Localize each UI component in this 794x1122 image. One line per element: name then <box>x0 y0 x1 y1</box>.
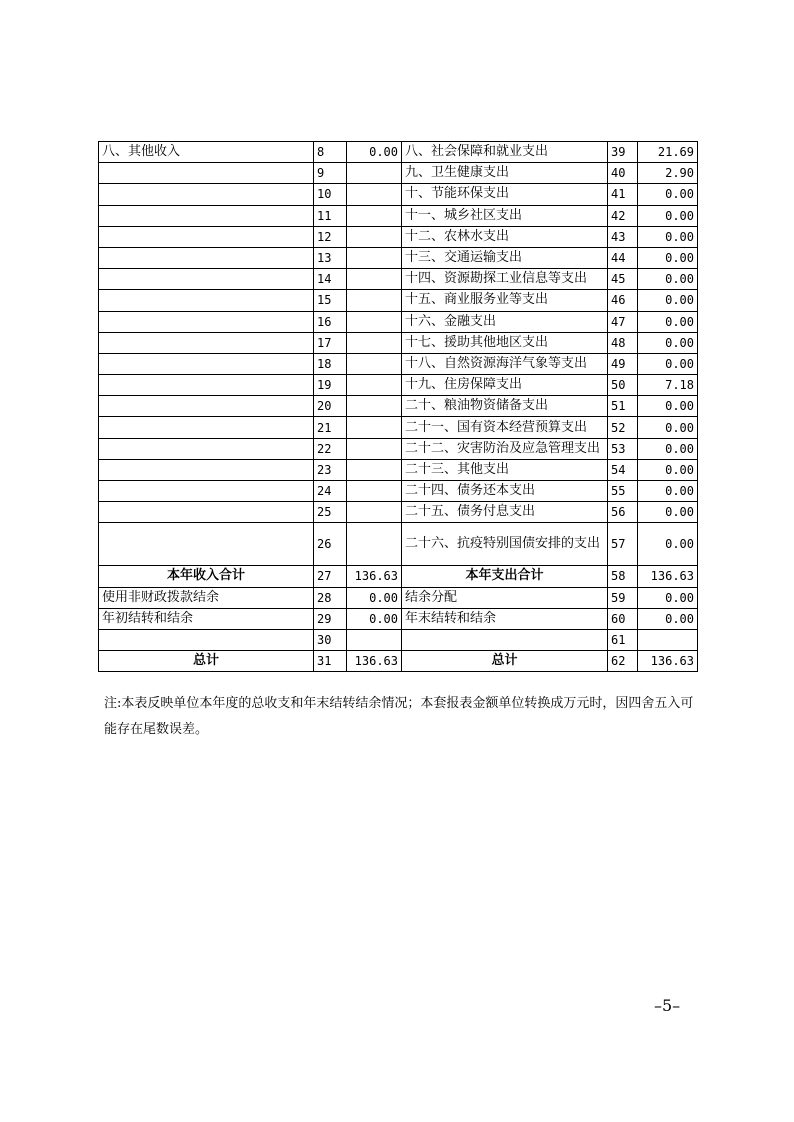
table-row <box>99 184 698 205</box>
expense-line-no-cell: 48 <box>608 332 638 353</box>
income-item-cell <box>99 205 314 226</box>
income-line-no-cell: 8 <box>314 142 347 163</box>
income-item-cell <box>99 163 314 184</box>
expense-amount-cell: 0.00 <box>638 332 698 353</box>
income-amount-cell: 0.00 <box>347 587 402 608</box>
expense-amount-cell: 136.63 <box>638 566 698 587</box>
expense-line-no-cell: 53 <box>608 438 638 459</box>
expense-item-cell: 十二、农林水支出 <box>402 226 608 247</box>
expense-line-no-cell: 58 <box>608 566 638 587</box>
expense-item-cell: 九、卫生健康支出 <box>402 163 608 184</box>
expense-item-cell: 二十一、国有资本经营预算支出 <box>402 417 608 438</box>
income-line-no-cell: 18 <box>314 353 347 374</box>
table-row <box>99 269 698 290</box>
income-line-no-cell: 19 <box>314 375 347 396</box>
expense-item-cell: 年末结转和结余 <box>402 608 608 629</box>
expense-item-cell: 十六、金融支出 <box>402 311 608 332</box>
income-amount-cell <box>347 417 402 438</box>
income-item-cell <box>99 481 314 502</box>
expense-item-cell: 二十四、债务还本支出 <box>402 481 608 502</box>
page-number: –5– <box>654 996 681 1015</box>
table-row <box>99 247 698 268</box>
income-item-cell <box>99 184 314 205</box>
income-amount-cell <box>347 459 402 480</box>
expense-line-no-cell: 51 <box>608 396 638 417</box>
expense-item-cell: 二十二、灾害防治及应急管理支出 <box>402 438 608 459</box>
income-line-no-cell: 9 <box>314 163 347 184</box>
income-item-cell <box>99 311 314 332</box>
income-amount-cell: 0.00 <box>347 608 402 629</box>
income-amount-cell <box>347 502 402 523</box>
expense-amount-cell: 0.00 <box>638 269 698 290</box>
expense-line-no-cell: 61 <box>608 629 638 650</box>
income-item-cell <box>99 629 314 650</box>
income-line-no-cell: 15 <box>314 290 347 311</box>
expense-item-cell: 十五、商业服务业等支出 <box>402 290 608 311</box>
expense-line-no-cell: 41 <box>608 184 638 205</box>
expense-amount-cell: 136.63 <box>638 651 698 672</box>
expense-amount-cell: 0.00 <box>638 311 698 332</box>
income-line-no-cell: 27 <box>314 566 347 587</box>
expense-amount-cell: 0.00 <box>638 184 698 205</box>
income-amount-cell: 136.63 <box>347 566 402 587</box>
income-item-cell <box>99 523 314 566</box>
expense-item-cell: 十七、援助其他地区支出 <box>402 332 608 353</box>
expense-amount-cell: 0.00 <box>638 205 698 226</box>
table-row <box>99 608 698 629</box>
table-row <box>99 332 698 353</box>
expense-item-cell: 十四、资源勘探工业信息等支出 <box>402 269 608 290</box>
expense-line-no-cell: 60 <box>608 608 638 629</box>
income-amount-cell <box>347 311 402 332</box>
income-amount-cell <box>347 332 402 353</box>
expense-amount-cell: 0.00 <box>638 353 698 374</box>
expense-line-no-cell: 43 <box>608 226 638 247</box>
income-amount-cell <box>347 226 402 247</box>
income-item-cell <box>99 269 314 290</box>
table-row <box>99 226 698 247</box>
table-row <box>99 566 698 587</box>
table-footnote: 注:本表反映单位本年度的总收支和年末结转结余情况；本套报表金额单位转换成万元时，因四舍五入可能存在尾数误差。 <box>104 696 694 737</box>
income-line-no-cell: 20 <box>314 396 347 417</box>
expense-item-cell: 十八、自然资源海洋气象等支出 <box>402 353 608 374</box>
income-item-cell <box>99 226 314 247</box>
expense-amount-cell: 21.69 <box>638 142 698 163</box>
table-body <box>99 142 698 672</box>
table-row <box>99 311 698 332</box>
table-row <box>99 587 698 608</box>
expense-amount-cell: 0.00 <box>638 523 698 566</box>
income-amount-cell <box>347 396 402 417</box>
income-amount-cell <box>347 163 402 184</box>
income-item-cell <box>99 247 314 268</box>
income-item-cell <box>99 332 314 353</box>
expense-line-no-cell: 56 <box>608 502 638 523</box>
expense-amount-cell: 0.00 <box>638 481 698 502</box>
income-line-no-cell: 21 <box>314 417 347 438</box>
income-line-no-cell: 14 <box>314 269 347 290</box>
income-item-cell <box>99 353 314 374</box>
expense-amount-cell: 0.00 <box>638 438 698 459</box>
expense-amount-cell: 0.00 <box>638 396 698 417</box>
table-row <box>99 629 698 650</box>
table-row <box>99 438 698 459</box>
table-row <box>99 651 698 672</box>
expense-item-cell: 结余分配 <box>402 587 608 608</box>
expense-item-cell: 总计 <box>402 651 608 672</box>
expense-item-cell: 本年支出合计 <box>402 566 608 587</box>
table-row <box>99 481 698 502</box>
expense-line-no-cell: 57 <box>608 523 638 566</box>
expense-line-no-cell: 52 <box>608 417 638 438</box>
table-row <box>99 523 698 566</box>
income-amount-cell <box>347 629 402 650</box>
income-item-cell <box>99 502 314 523</box>
income-amount-cell <box>347 184 402 205</box>
expense-line-no-cell: 45 <box>608 269 638 290</box>
expense-item-cell: 二十五、债务付息支出 <box>402 502 608 523</box>
expense-line-no-cell: 55 <box>608 481 638 502</box>
income-line-no-cell: 29 <box>314 608 347 629</box>
income-item-cell: 本年收入合计 <box>99 566 314 587</box>
expense-line-no-cell: 59 <box>608 587 638 608</box>
expense-line-no-cell: 49 <box>608 353 638 374</box>
income-item-cell <box>99 396 314 417</box>
income-item-cell: 总计 <box>99 651 314 672</box>
expense-line-no-cell: 47 <box>608 311 638 332</box>
expense-line-no-cell: 62 <box>608 651 638 672</box>
expense-item-cell: 二十三、其他支出 <box>402 459 608 480</box>
table-row <box>99 396 698 417</box>
expense-amount-cell: 2.90 <box>638 163 698 184</box>
income-expense-table <box>98 141 698 672</box>
income-line-no-cell: 30 <box>314 629 347 650</box>
income-amount-cell <box>347 438 402 459</box>
table-row <box>99 417 698 438</box>
expense-line-no-cell: 46 <box>608 290 638 311</box>
income-line-no-cell: 26 <box>314 523 347 566</box>
income-line-no-cell: 31 <box>314 651 347 672</box>
expense-item-cell: 十九、住房保障支出 <box>402 375 608 396</box>
income-amount-cell: 136.63 <box>347 651 402 672</box>
expense-line-no-cell: 44 <box>608 247 638 268</box>
expense-line-no-cell: 39 <box>608 142 638 163</box>
expense-amount-cell: 0.00 <box>638 459 698 480</box>
income-line-no-cell: 22 <box>314 438 347 459</box>
expense-amount-cell: 0.00 <box>638 226 698 247</box>
expense-amount-cell <box>638 629 698 650</box>
income-item-cell: 年初结转和结余 <box>99 608 314 629</box>
income-item-cell <box>99 438 314 459</box>
expense-amount-cell: 0.00 <box>638 247 698 268</box>
expense-item-cell: 八、社会保障和就业支出 <box>402 142 608 163</box>
income-line-no-cell: 16 <box>314 311 347 332</box>
income-line-no-cell: 11 <box>314 205 347 226</box>
expense-item-cell: 十一、城乡社区支出 <box>402 205 608 226</box>
expense-amount-cell: 7.18 <box>638 375 698 396</box>
table-row <box>99 375 698 396</box>
income-amount-cell <box>347 269 402 290</box>
expense-amount-cell: 0.00 <box>638 417 698 438</box>
table-row <box>99 502 698 523</box>
expense-amount-cell: 0.00 <box>638 502 698 523</box>
expense-item-cell: 二十六、抗疫特别国债安排的支出 <box>402 523 608 566</box>
income-item-cell <box>99 290 314 311</box>
table-row <box>99 459 698 480</box>
expense-item-cell: 二十、粮油物资储备支出 <box>402 396 608 417</box>
income-line-no-cell: 23 <box>314 459 347 480</box>
income-item-cell: 使用非财政拨款结余 <box>99 587 314 608</box>
expense-amount-cell: 0.00 <box>638 587 698 608</box>
income-amount-cell <box>347 290 402 311</box>
income-line-no-cell: 24 <box>314 481 347 502</box>
expense-item-cell: 十、节能环保支出 <box>402 184 608 205</box>
income-amount-cell: 0.00 <box>347 142 402 163</box>
income-line-no-cell: 10 <box>314 184 347 205</box>
income-line-no-cell: 17 <box>314 332 347 353</box>
table-row <box>99 163 698 184</box>
income-amount-cell <box>347 375 402 396</box>
table-row <box>99 142 698 163</box>
expense-amount-cell: 0.00 <box>638 290 698 311</box>
income-line-no-cell: 25 <box>314 502 347 523</box>
income-item-cell: 八、其他收入 <box>99 142 314 163</box>
expense-line-no-cell: 54 <box>608 459 638 480</box>
income-amount-cell <box>347 247 402 268</box>
income-amount-cell <box>347 523 402 566</box>
income-line-no-cell: 12 <box>314 226 347 247</box>
income-item-cell <box>99 417 314 438</box>
expense-line-no-cell: 42 <box>608 205 638 226</box>
income-line-no-cell: 13 <box>314 247 347 268</box>
income-amount-cell <box>347 481 402 502</box>
expense-line-no-cell: 40 <box>608 163 638 184</box>
income-item-cell <box>99 459 314 480</box>
income-amount-cell <box>347 353 402 374</box>
expense-item-cell <box>402 629 608 650</box>
expense-item-cell: 十三、交通运输支出 <box>402 247 608 268</box>
income-amount-cell <box>347 205 402 226</box>
expense-amount-cell: 0.00 <box>638 608 698 629</box>
table-row <box>99 205 698 226</box>
income-item-cell <box>99 375 314 396</box>
expense-line-no-cell: 50 <box>608 375 638 396</box>
table-row <box>99 290 698 311</box>
income-line-no-cell: 28 <box>314 587 347 608</box>
table-row <box>99 353 698 374</box>
